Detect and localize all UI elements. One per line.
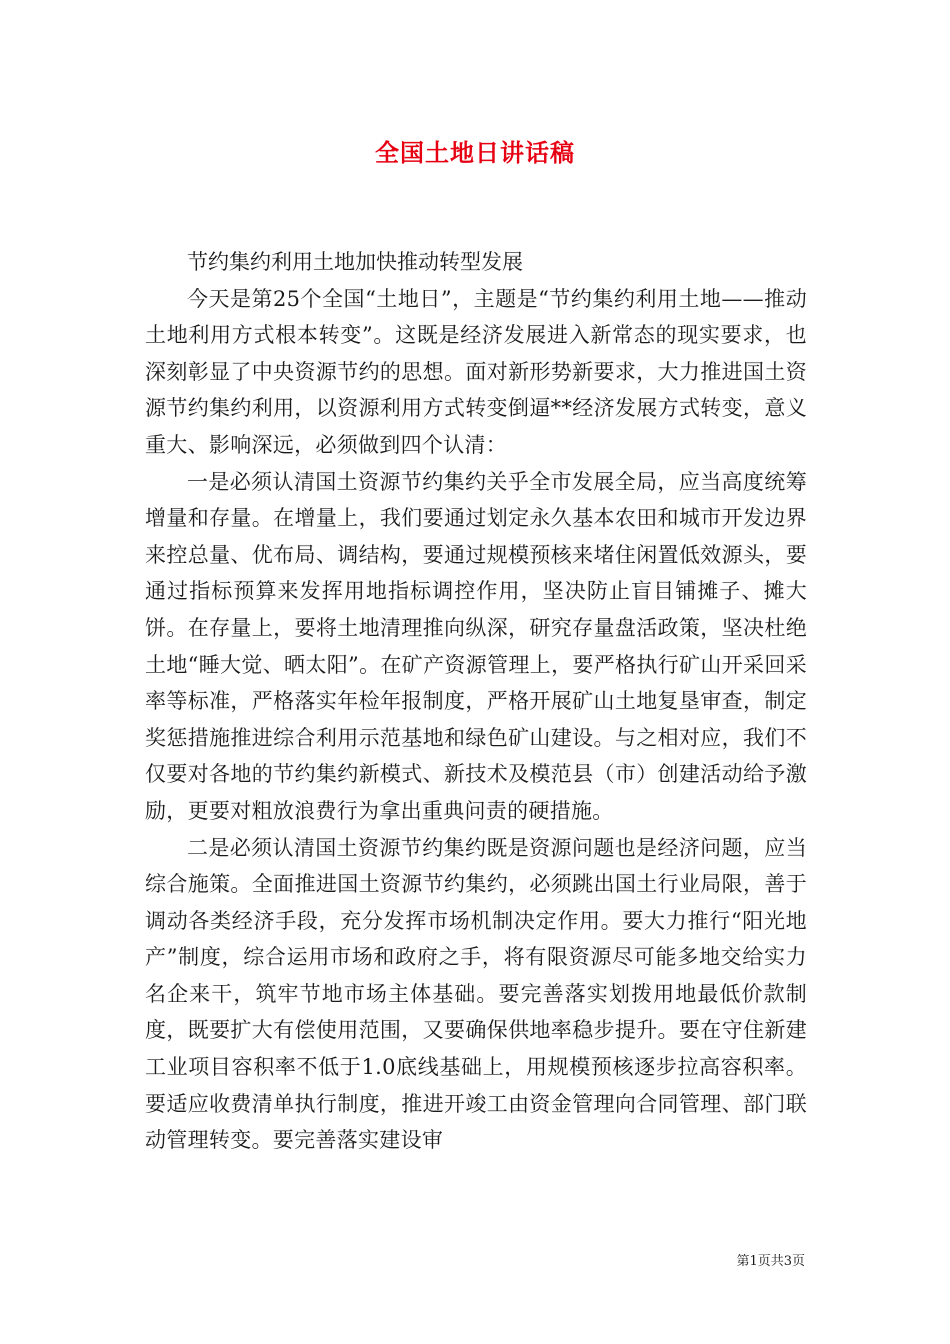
document-title: 全国土地日讲话稿 <box>375 139 575 167</box>
document-subtitle: 节约集约利用土地加快推动转型发展 <box>187 250 523 274</box>
document-body <box>145 244 807 1159</box>
page-number: 第1页共3页 <box>736 1254 805 1269</box>
paragraph-point-one: 一是必须认清国土资源节约集约关乎全市发展全局，应当高度统筹增量和存量。在增量上，我们要通过划定永久基本农田和城市开发边界来控总量、优布局、调结构，要通过规模预核来堵住闲置低效源头，要通过指标预算来发挥用地指标调控作用，坚决防止盲目铺摊子、摊大饼。在存量上，要将土地清理推向纵深，研究存量盘活政策，坚决杜绝土地“睡大觉、晒太阳”。在矿产资源管理上，要严格执行矿山开采回采率等标准，严格落实年检年报制度，严格开展矿山土地复垦审查，制定奖惩措施推进综合利用示范基地和绿色矿山建设。与之相对应，我们不仅要对各地的节约集约新模式、新技术及模范县（市）创建活动给予激励，更要对粗放浪费行为拿出重典问责的硬措施。 <box>145 469 807 823</box>
paragraph-intro: 今天是第25个全国“土地日”，主题是“节约集约利用土地——推动土地利用方式根本转变”。这既是经济发展进入新常态的现实要求，也深刻彰显了中央资源节约的思想。面对新形势新要求，大力推进国土资源节约集约利用，以资源利用方式转变倒逼**经济发展方式转变，意义重大、影响深远，必须做到四个认清： <box>145 286 807 457</box>
paragraph-point-two: 二是必须认清国土资源节约集约既是资源问题也是经济问题，应当综合施策。全面推进国土资源节约集约，必须跳出国土行业局限，善于调动各类经济手段，充分发挥市场机制决定作用。要大力推行“阳光地产”制度，综合运用市场和政府之手，将有限资源尽可能多地交给实力名企来干，筑牢节地市场主体基础。要完善落实划拨用地最低价款制度，既要扩大有偿使用范围，又要确保供地率稳步提升。要在守住新建工业项目容积率不低于1.0底线基础上，用规模预核逐步拉高容积率。要适应收费清单执行制度，推进开竣工由资金管理向合同管理、部门联动管理转变。要完善落实建设审 <box>145 835 807 1153</box>
